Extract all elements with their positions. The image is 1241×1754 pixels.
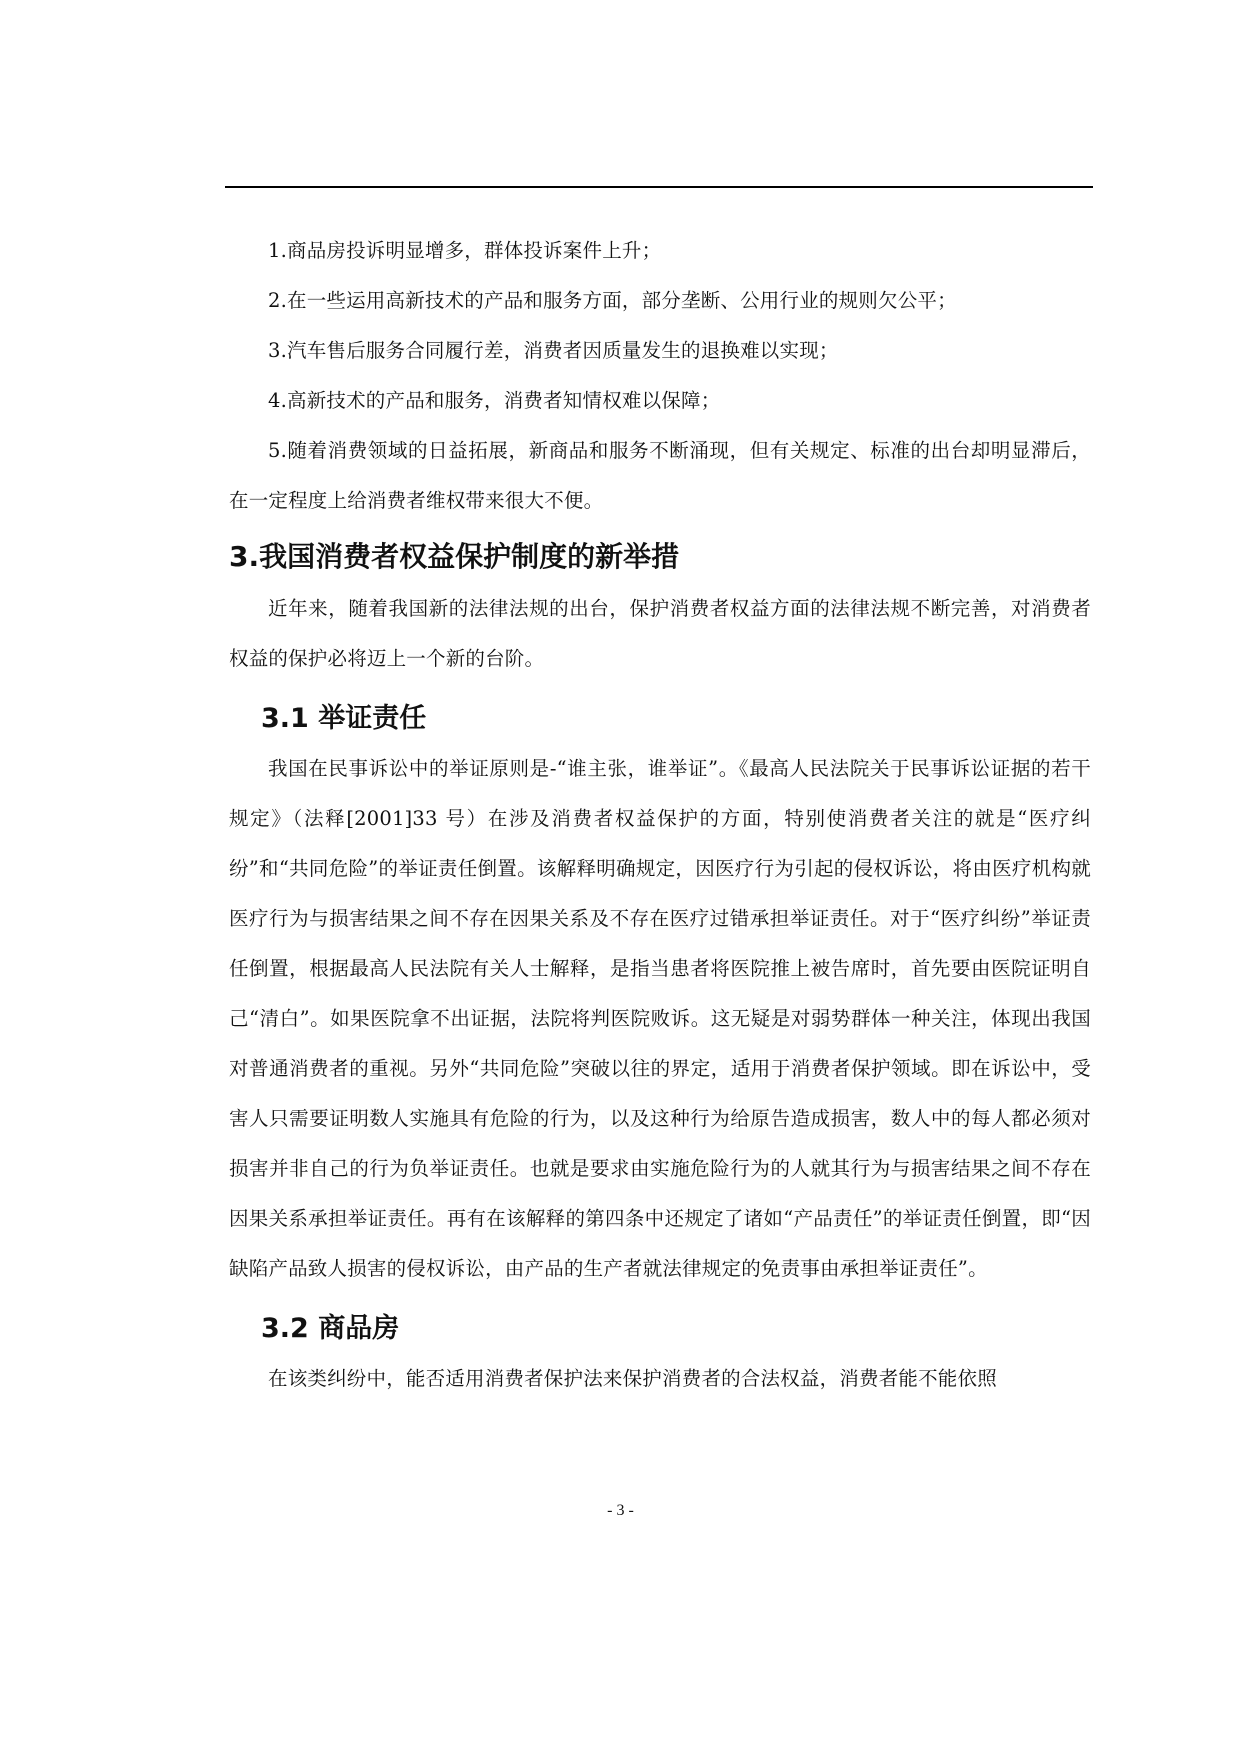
section-3-2-body: 在该类纠纷中，能否适用消费者保护法来保护消费者的合法权益，消费者能不能依照 [268,1367,997,1390]
section-3-1-body: 我国在民事诉讼中的举证原则是-“谁主张，谁举证”。《最高人民法院关于民事诉讼证据的若干规定》（法释[2001]33 号）在涉及消费者权益保护的方面，特别使消费者关注的就是“医疗纠纷”和“共同危险”的举证责任倒置。该解释明确规定，因医疗行为引起的侵权诉讼，将由医疗机构就医疗行为与损害结果之间不存在因果关系及不存在医疗过错承担举证责任。对于“医疗纠纷”举证责任倒置，根据最高人民法院有关人士解释，是指当患者将医院推上被告席时，首先要由医院证明自己“清白”。如果医院拿不出证据，法院将判医院败诉。这无疑是对弱势群体一种关注，体现出我国对普通消费者的重视。另外“共同危险”突破以往的界定，适用于消费者保护领域。即在诉讼中，受害人只需要证明数人实施具有危险的行为，以及这种行为给原告造成损害，数人中的每人都必须对损害并非自己的行为负举证责任。也就是要求由实施危险行为的人就其行为与损害结果之间不存在因果关系承担举证责任。再有在该解释的第四条中还规定了诸如“产品责任”的举证责任倒置，即“因缺陷产品致人损害的侵权诉讼，由产品的生产者就法律规定的免责事由承担举证责任”。 [229,757,1091,1280]
section-3-intro: 近年来，随着我国新的法律法规的出台，保护消费者权益方面的法律法规不断完善，对消费者权益的保护必将迈上一个新的台阶。 [229,597,1091,670]
list-item-3: 3.汽车售后服务合同履行差，消费者因质量发生的退换难以实现； [268,339,839,362]
section-3-1-heading: 3.1 举证责任 [261,703,427,734]
header-rule [225,186,1093,188]
list-item-4: 4.高新技术的产品和服务，消费者知情权难以保障； [268,389,721,412]
section-3-2-heading: 3.2 商品房 [261,1313,400,1344]
list-item-5: 5.随着消费领域的日益拓展，新商品和服务不断涌现，但有关规定、标准的出台却明显滞后，在一定程度上给消费者维权带来很大不便。 [229,439,1091,512]
section-3-heading: 3.我国消费者权益保护制度的新举措 [229,540,680,573]
page-body [229,226,1091,1404]
list-item-2: 2.在一些运用高新技术的产品和服务方面，部分垄断、公用行业的规则欠公平； [268,289,957,312]
list-item-1: 1.商品房投诉明显增多，群体投诉案件上升； [268,239,662,262]
page-number: - 3 - [607,1502,634,1519]
